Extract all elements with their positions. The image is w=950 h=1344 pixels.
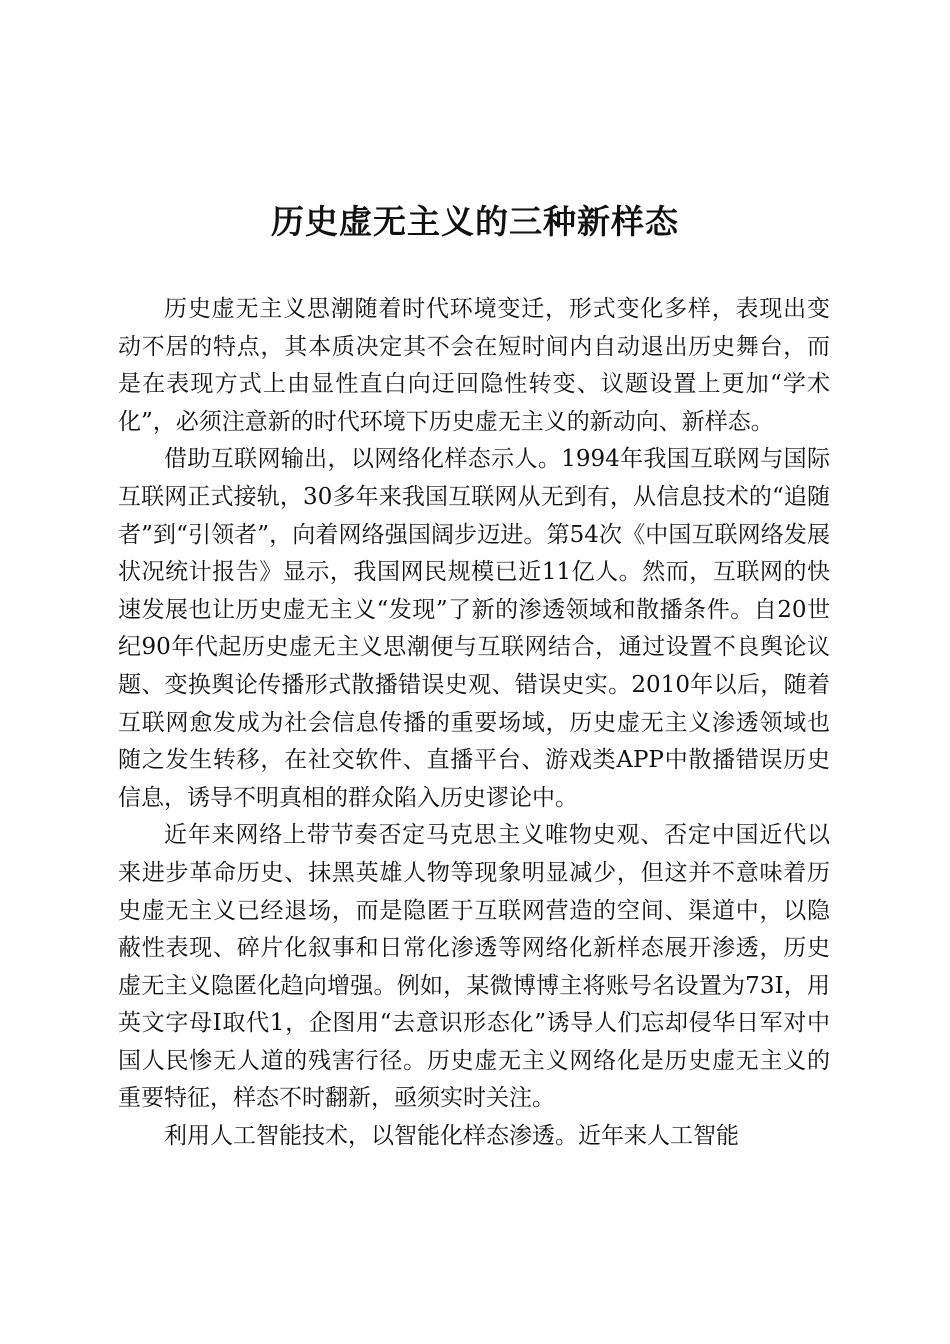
paragraph-recent-trends: 近年来网络上带节奏否定马克思主义唯物史观、否定中国近代以来进步革命历史、抹黑英雄人物等现象明显减少，但这并不意味着历史虚无主义已经退场，而是隐匿于互联网营造的空间、渠道中，以隐蔽性表现、碎片化叙事和日常化渗透等网络化新样态展开渗透，历史虚无主义隐匿化趋向增强。例如，某微博博主将账号名设置为73I，用英文字母I取代1，企图用“去意识形态化”诱导人们忘却侵华日军对中国人民惨无人道的残害行径。历史虚无主义网络化是历史虚无主义的重要特征，样态不时翻新，亟须实时关注。 [118, 822, 830, 1112]
document-title: 历史虚无主义的三种新样态 [271, 202, 679, 241]
paragraph-ai: 利用人工智能技术，以智能化样态渗透。近年来人工智能 [164, 1123, 739, 1150]
paragraph-internet: 借助互联网输出，以网络化样态示人。1994年我国互联网与国际互联网正式接轨，30多年来我国互联网从无到有，从信息技术的“追随者”到“引领者”，向着网络强国阔步迈进。第54次《中国互联网络发展状况统计报告》显示，我国网民规模已近11亿人。然而，互联网的快速发展也让历史虚无主义“发现”了新的渗透领域和散播条件。自20世纪90年代起历史虚无主义思潮便与互联网结合，通过设置不良舆论议题、变换舆论传播形式散播错误史观、错误史实。2010年以后，随着互联网愈发成为社会信息传播的重要场域，历史虚无主义渗透领域也随之发生转移，在社交软件、直播平台、游戏类APP中散播错误历史信息，诱导不明真相的群众陷入历史谬论中。 [118, 446, 830, 811]
paragraph-intro: 历史虚无主义思潮随着时代环境变迁，形式变化多样，表现出变动不居的特点，其本质决定其不会在短时间内自动退出历史舞台，而是在表现方式上由显性直白向迂回隐性转变、议题设置上更加“学术化”，必须注意新的时代环境下历史虚无主义的新动向、新样态。 [118, 296, 830, 435]
document-body [118, 291, 830, 1156]
